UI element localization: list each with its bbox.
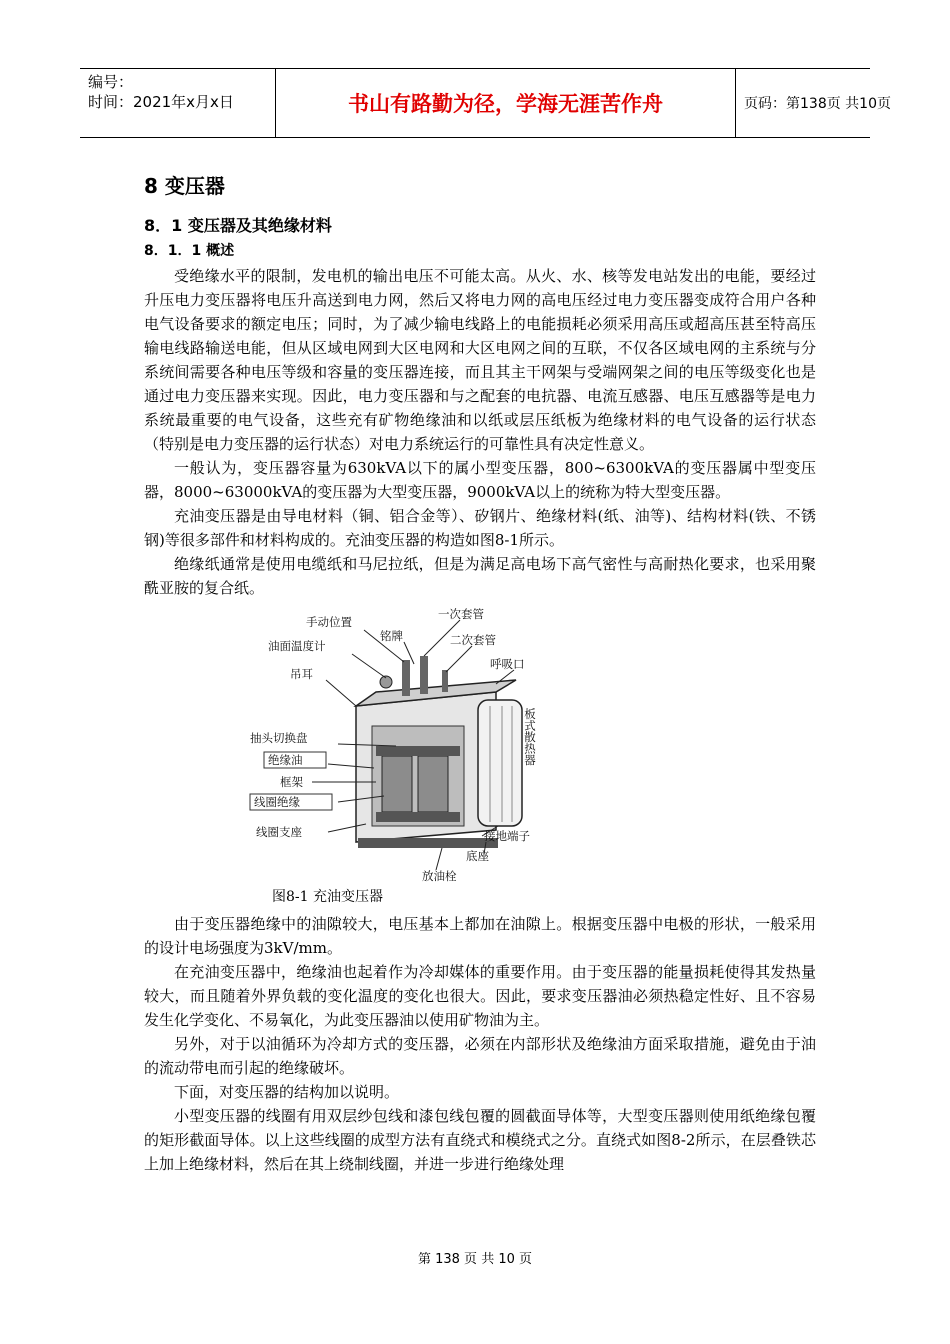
label-manual-position: 手动位置 — [306, 615, 352, 629]
transformer-figure — [246, 606, 566, 882]
transformer-diagram — [246, 606, 566, 882]
label-tap-changer: 抽头切换盘 — [250, 731, 308, 745]
subsection-title: 8．1．1 概述 — [144, 243, 235, 259]
label-coil-support: 线圈支座 — [256, 825, 302, 839]
label-lifting-lug: 吊耳 — [290, 667, 313, 681]
label-primary-bushing: 一次套管 — [438, 607, 484, 621]
label-frame: 框架 — [280, 775, 303, 789]
label-nameplate: 铭牌 — [380, 629, 403, 643]
label-ground-terminal: 接地端子 — [484, 829, 530, 843]
label-coil-insulation: 线圈绝缘 — [254, 795, 300, 809]
label-radiator: 板式散热器 — [523, 708, 537, 766]
section-title: 8．1 变压器及其绝缘材料 — [144, 216, 332, 235]
paragraph: 下面，对变压器的结构加以说明。 — [174, 1083, 400, 1101]
paragraph: 另外，对于以油循环为冷却方式的变压器，必须在内部形状及绝缘油方面采取措施，避免由于油的流动带电而引起的绝缘破坏。 — [144, 1035, 816, 1077]
document-number-label: 编号： — [88, 73, 134, 91]
label-secondary-bushing: 二次套管 — [450, 633, 496, 647]
paragraph: 充油变压器是由导电材料（铜、铝合金等）、矽钢片、绝缘材料(纸、油等)、结构材料(铁、不锈钢)等很多部件和材料构成的。充油变压器的构造如图8-1所示。 — [144, 507, 816, 549]
paragraph: 在充油变压器中，绝缘油也起着作为冷却媒体的重要作用。由于变压器的能量损耗使得其发热量较大，而且随着外界负载的变化温度的变化也很大。因此，要求变压器油必须热稳定性好、且不容易发生化学变化、不易氧化，为此变压器油以使用矿物油为主。 — [144, 963, 816, 1029]
header-info — [80, 69, 276, 137]
paragraph: 由于变压器绝缘中的油隙较大，电压基本上都加在油隙上。根据变压器中电极的形状，一般采用的设计电场强度为3kV/mm。 — [144, 915, 816, 957]
page-footer: 第 138 页 共 10 页 — [417, 1252, 533, 1267]
label-insulating-oil: 绝缘油 — [268, 753, 303, 767]
date-label: 时间：2021年x月x日 — [88, 93, 234, 111]
header-page-info: 页码：第138页 共10页 — [744, 96, 891, 112]
header-motto: 书山有路勤为径，学海无涯苦作舟 — [276, 69, 736, 137]
paragraph: 绝缘纸通常是使用电缆纸和马尼拉纸，但是为满足高电场下高气密性与高耐热化要求，也采用聚酰亚胺的复合纸。 — [144, 555, 816, 597]
label-base: 底座 — [466, 849, 489, 863]
page-header — [80, 68, 891, 138]
label-breather: 呼吸口 — [490, 657, 525, 671]
document-body — [144, 170, 816, 1176]
label-oil-temp-gauge: 油面温度计 — [268, 639, 326, 653]
paragraph: 小型变压器的线圈有用双层纱包线和漆包线包覆的圆截面导体等，大型变压器则使用纸绝缘包覆的矩形截面导体。以上这些线圈的成型方法有直绕式和模绕式之分。直绕式如图8-2所示，在层叠铁芯上加上绝缘材料，然后在其上绕制线圈，并进一步进行绝缘处理 — [144, 1107, 816, 1173]
paragraph: 受绝缘水平的限制，发电机的输出电压不可能太高。从火、水、核等发电站发出的电能，要经过升压电力变压器将电压升高送到电力网，然后又将电力网的高电压经过电力变压器变成符合用户各种电气设备要求的额定电压；同时，为了减少输电线路上的电能损耗必须采用高压或超高压甚至特高压输电线路输送电能，但从区域电网到大区电网和大区电网之间的互联，不仅各区域电网的主系统与分系统间需要各种电压等级和容量的变压器连接，而且其主干网架与受端网架之间的电压等级变化也是通过电力变压器来实现。因此，电力变压器和与之配套的电抗器、电流互感器、电压互感器等是电力系统最重要的电气设备，这些充有矿物绝缘油和以纸或层压纸板为绝缘材料的电气设备的运行状态（特别是电力变压器的运行状态）对电力系统运行的可靠性具有决定性意义。 — [144, 267, 816, 453]
figure-caption: 图8-1 充油变压器 — [272, 889, 383, 905]
paragraph: 一般认为，变压器容量为630kVA以下的属小型变压器，800~6300kVA的变压器属中型变压器，8000~63000kVA的变压器为大型变压器，9000kVA以上的统称为特大型变压器。 — [144, 459, 816, 501]
label-drain-plug: 放油栓 — [422, 869, 457, 882]
chapter-title: 8 变压器 — [144, 174, 225, 198]
